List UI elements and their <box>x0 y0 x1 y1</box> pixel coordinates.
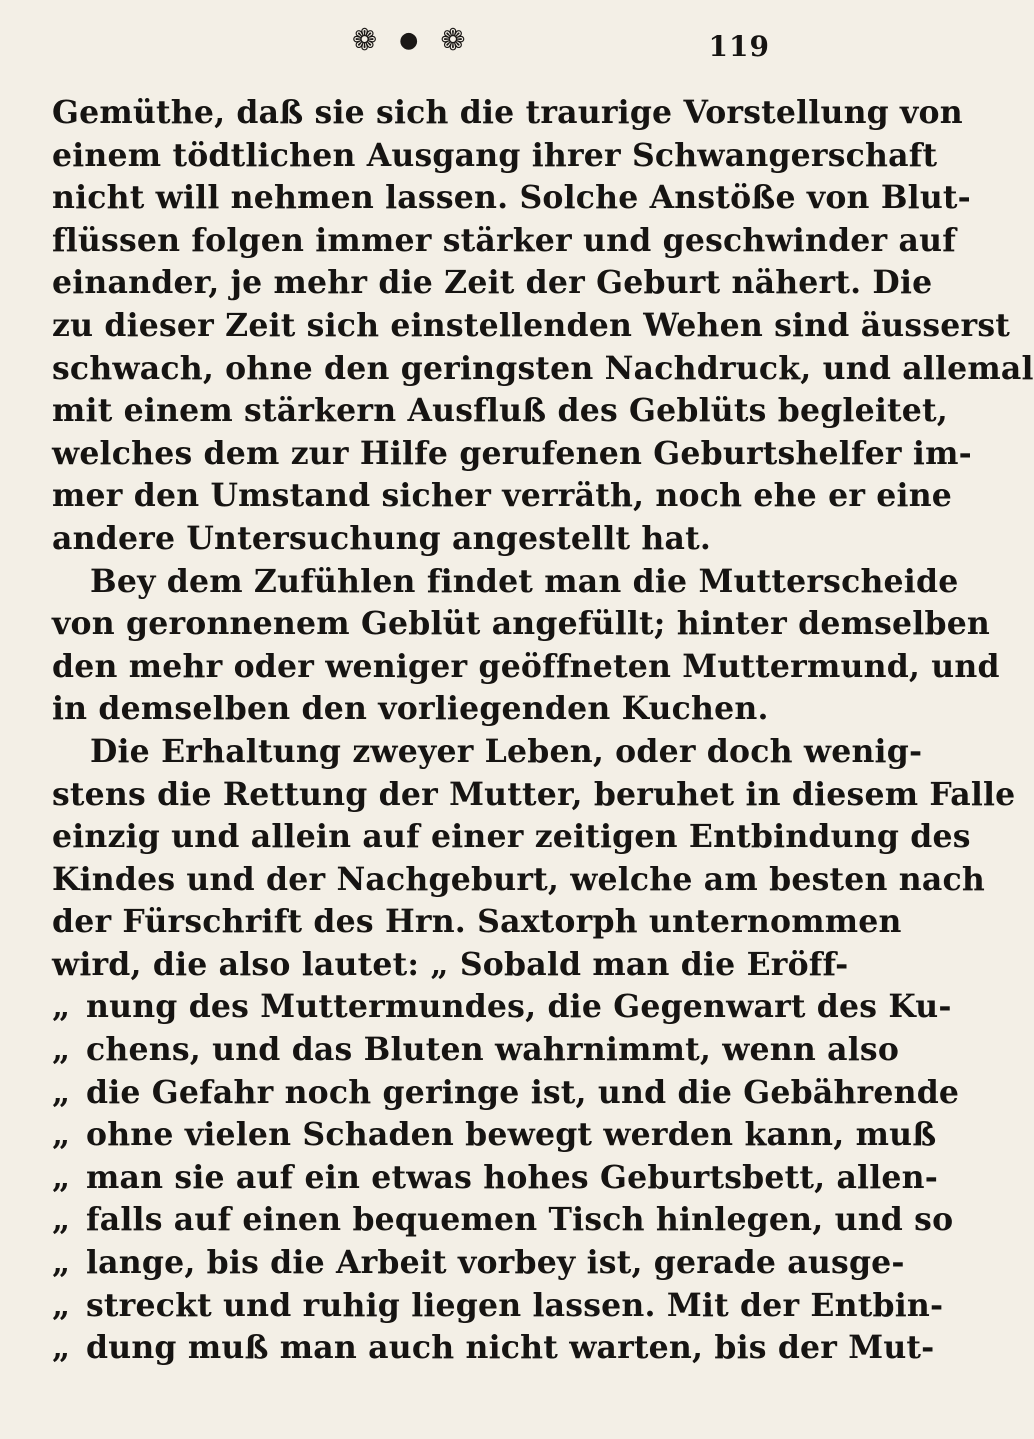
quote-mark: „ <box>52 1286 71 1324</box>
quote-text: ohne vielen Schaden bewegt werden kann, muß <box>86 1116 937 1154</box>
text-line: schwach, ohne den geringsten Nachdruck, und allemal <box>52 349 1034 387</box>
text-line: den mehr oder weniger geöffneten Muttermund, und <box>52 647 1000 685</box>
quote-line <box>52 1029 900 1072</box>
text-line: einzig und allein auf einer zeitigen Entbindung des <box>52 818 971 856</box>
text-line: Bey dem Zufühlen findet man die Mutterscheide <box>90 562 959 600</box>
text-line: welches dem zur Hilfe gerufenen Geburtshelfer im- <box>52 434 972 472</box>
page-header <box>52 0 774 92</box>
quote-line <box>52 1157 939 1200</box>
quote-mark: „ <box>52 1329 71 1367</box>
text-line: andere Untersuchung angestellt hat. <box>52 519 712 557</box>
text-line: von geronnenem Geblüt angefüllt; hinter demselben <box>52 605 991 643</box>
quote-line <box>52 1072 960 1115</box>
quote-mark: „ <box>52 1158 71 1196</box>
quote-text: chens, und das Bluten wahrnimmt, wenn also <box>86 1031 900 1069</box>
flower-ornament-icon: ❁ <box>440 23 466 58</box>
quote-line <box>52 1285 944 1328</box>
text-line: mit einem stärkern Ausfluß des Geblüts begleitet, <box>52 392 948 430</box>
quote-line <box>52 1114 937 1157</box>
text-line: Kindes und der Nachgeburt, welche am besten nach <box>52 860 985 898</box>
quote-text: dung muß man auch nicht warten, bis der Mut- <box>86 1329 935 1367</box>
text-line: wird, die also lautet: „ Sobald man die Eröff- <box>52 945 849 983</box>
page-number: 119 <box>708 30 770 63</box>
quote-text: falls auf einen bequemen Tisch hinlegen, und so <box>86 1201 954 1239</box>
quote-line <box>52 1327 935 1370</box>
quote-text: streckt und ruhig liegen lassen. Mit der Entbin- <box>86 1286 944 1324</box>
header-ornament <box>352 23 466 58</box>
quote-mark: „ <box>52 988 71 1026</box>
quote-mark: „ <box>52 1073 71 1111</box>
quote-mark: „ <box>52 1201 71 1239</box>
text-line: stens die Rettung der Mutter, beruhet in diesem Falle <box>52 775 1016 813</box>
text-line: der Fürschrift des Hrn. Saxtorph unternommen <box>52 903 902 941</box>
quote-mark: „ <box>52 1244 71 1282</box>
quote-mark: „ <box>52 1116 71 1154</box>
quote-text: die Gefahr noch geringe ist, und die Gebährende <box>86 1073 960 1111</box>
dot-ornament-icon: ● <box>399 28 419 53</box>
quote-text: lange, bis die Arbeit vorbey ist, gerade ausge- <box>86 1244 905 1282</box>
quote-line <box>52 986 952 1029</box>
quote-text: nung des Muttermundes, die Gegenwart des Ku- <box>86 988 952 1026</box>
text-line: in demselben den vorliegenden Kuchen. <box>52 690 769 728</box>
text-line: mer den Umstand sicher verräth, noch ehe er eine <box>52 477 953 515</box>
text-line: einander, je mehr die Zeit der Geburt nähert. Die <box>52 264 933 302</box>
text-line: nicht will nehmen lassen. Solche Anstöße von Blut- <box>52 179 971 217</box>
text-line: flüssen folgen immer stärker und geschwinder auf <box>52 221 956 259</box>
quote-line <box>52 1199 954 1242</box>
flower-ornament-icon: ❁ <box>352 23 378 58</box>
text-line: einem tödtlichen Ausgang ihrer Schwangerschaft <box>52 136 938 174</box>
body-text <box>52 92 1034 1370</box>
quote-line <box>52 1242 905 1285</box>
quote-mark: „ <box>52 1031 71 1069</box>
quote-text: man sie auf ein etwas hohes Geburtsbett, allen- <box>86 1158 939 1196</box>
text-line: Gemüthe, daß sie sich die traurige Vorstellung von <box>52 94 963 131</box>
text-line: Die Erhaltung zweyer Leben, oder doch wenig- <box>90 732 923 770</box>
text-line: zu dieser Zeit sich einstellenden Wehen sind äusserst <box>52 306 1010 344</box>
